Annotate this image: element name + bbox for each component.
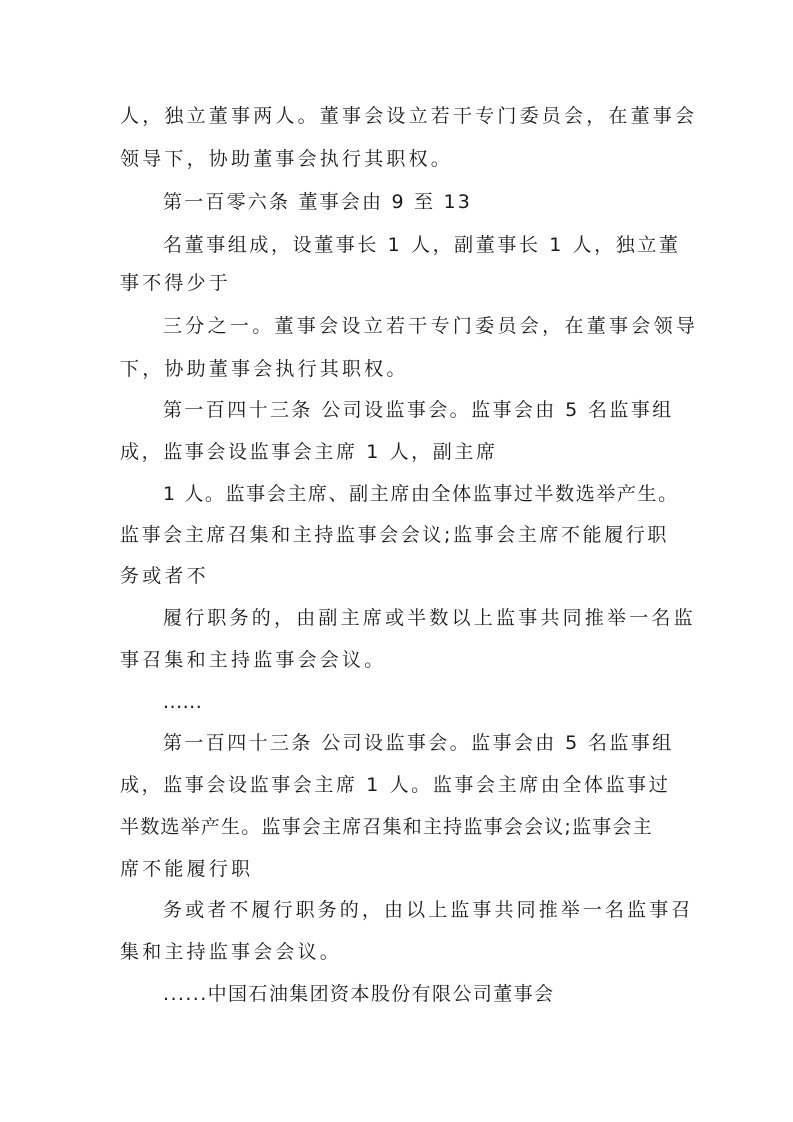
paragraph-line: 务或者不履行职务的，由以上监事共同推举一名监事召 xyxy=(163,899,694,921)
paragraph-line: 事召集和主持监事会会议。 xyxy=(120,649,387,671)
paragraph-line: 下，协助董事会执行其职权。 xyxy=(120,358,409,380)
paragraph-line: 名董事组成，设董事长 1 人，副董事长 1 人，独立董 xyxy=(163,234,681,256)
paragraph-line: 成，监事会设监事会主席 1 人。监事会主席由全体监事过 xyxy=(120,774,671,796)
article-heading-143: 第一百四十三条 公司设监事会。监事会由 5 名监事组 xyxy=(163,399,674,421)
paragraph-line: 务或者不 xyxy=(120,565,209,587)
article-heading-143-revised: 第一百四十三条 公司设监事会。监事会由 5 名监事组 xyxy=(163,732,674,754)
paragraph-line: 集和主持监事会会议。 xyxy=(120,941,343,963)
paragraph-line: 领导下，协助董事会执行其职权。 xyxy=(120,148,454,170)
article-heading-106: 第一百零六条 董事会由 9 至 13 xyxy=(163,191,473,213)
paragraph-line: 成，监事会设监事会主席 1 人，副主席 xyxy=(120,441,498,463)
paragraph-line: 席不能履行职 xyxy=(120,858,254,880)
ellipsis-separator: ...... xyxy=(163,691,203,713)
paragraph-line: 半数选举产生。监事会主席召集和主持监事会会议;监事会主 xyxy=(120,816,653,838)
paragraph-line: 监事会主席召集和主持监事会会议;监事会主席不能履行职 xyxy=(120,524,670,546)
paragraph-line: 1 人。监事会主席、副主席由全体监事过半数选举产生。 xyxy=(163,483,679,505)
closing-signature-line: ......中国石油集团资本股份有限公司董事会 xyxy=(163,983,555,1005)
paragraph-line: 事不得少于 xyxy=(120,272,232,294)
paragraph-line: 人，独立董事两人。董事会设立若干专门委员会，在董事会 xyxy=(120,105,698,127)
paragraph-line: 履行职务的，由副主席或半数以上监事共同推举一名监 xyxy=(163,607,696,629)
paragraph-line: 三分之一。董事会设立若干专门委员会，在董事会领导 xyxy=(163,315,699,337)
